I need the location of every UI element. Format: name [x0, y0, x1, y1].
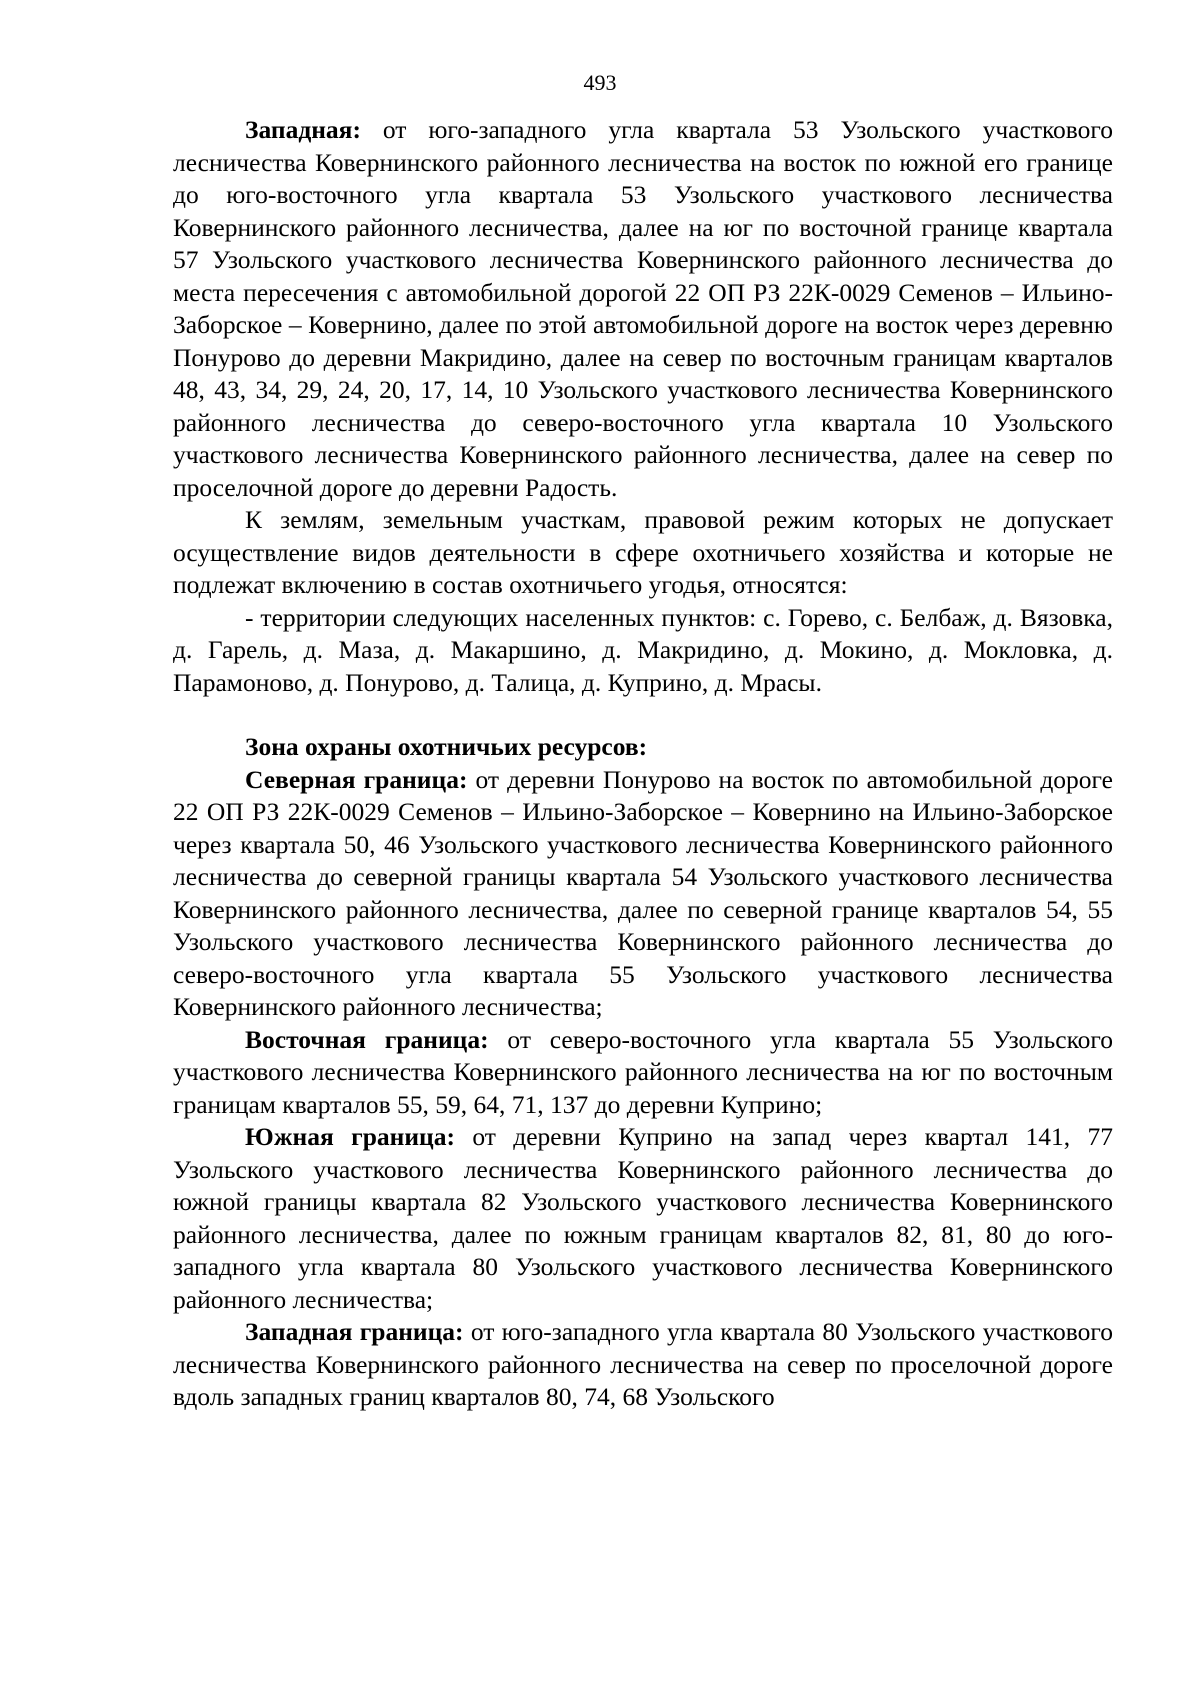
- south-boundary-text: от деревни Куприно на запад через квартал 141, 77 Узольского участкового лесничества Ковернинского районного лесничества до южной границы квартала 82 Узольского участкового лесничества Ковернинского районного лесничества, далее по южным границам кварталов 82, 81, 80 до юго-западного угла квартала 80 Узольского участкового лесничества Ковернинского районного лесничества;: [173, 1122, 1113, 1314]
- paragraph-north-boundary: [173, 764, 1113, 1024]
- north-boundary-label: Северная граница:: [245, 764, 468, 794]
- document-body: [173, 114, 1113, 1414]
- paragraph-south-boundary: [173, 1121, 1113, 1316]
- page-number: 493: [583, 70, 617, 95]
- paragraph-western-boundary: [173, 114, 1113, 504]
- north-boundary-text: от деревни Понурово на восток по автомобильной дороге 22 ОП РЗ 22К-0029 Семенов – Ильино-Заборское – Ковернино на Ильино-Заборское через квартала 50, 46 Узольского участкового лесничества Ковернинского районного лесничества до северной границы квартала 54 Узольского участкового лесничества Ковернинского районного лесничества, далее по северной границе кварталов 54, 55 Узольского участкового лесничества Ковернинского районного лесничества до северо-восточного угла квартала 55 Узольского участкового лесничества Ковернинского районного лесничества;: [173, 764, 1113, 1021]
- west-boundary-label: Западная граница:: [245, 1317, 464, 1346]
- paragraph-lands-intro: К землям, земельным участкам, правовой режим которых не допускает осуществление видов деятельности в сфере охотничьего хозяйства и которые не подлежат включению в состав охотничьего угодья, относятся:: [173, 505, 1113, 599]
- zone-heading: Зона охраны охотничьих ресурсов:: [245, 732, 648, 761]
- east-boundary-label: Восточная граница:: [245, 1024, 489, 1054]
- paragraph-west-boundary: [173, 1316, 1113, 1414]
- east-boundary-text: от северо-восточного угла квартала 55 Узольского участкового лесничества Ковернинского районного лесничества на юг по восточным границам кварталов 55, 59, 64, 71, 137 до деревни Куприно;: [173, 1024, 1113, 1119]
- south-boundary-label: Южная граница:: [245, 1122, 455, 1151]
- paragraph-territories: - территории следующих населенных пунктов: с. Горево, с. Белбаж, д. Вязовка, д. Гарель, д. Маза, д. Макаршино, д. Макридино, д. Мокино, д. Мокловка, д. Парамоново, д. Понурово, д. Талица, д. Куприно, д. Мрасы.: [173, 602, 1113, 697]
- paragraph-east-boundary: [173, 1024, 1113, 1122]
- west-boundary-text: от юго-западного угла квартала 80 Узольского участкового лесничества Ковернинского районного лесничества на север по проселочной дороге вдоль западных границ кварталов 80, 74, 68 Узольского: [173, 1317, 1113, 1411]
- western-boundary-label: Западная:: [245, 115, 361, 144]
- western-boundary-text: от юго-западного угла квартала 53 Узольского участкового лесничества Ковернинского районного лесничества на восток по южной его границе до юго-восточного угла квартала 53 Узольского участкового лесничества Ковернинского районного лесничества, далее на юг по восточной границе квартала 57 Узольского участкового лесничества Ковернинского районного лесничества до места пересечения с автомобильной дорогой 22 ОП РЗ 22К-0029 Семенов – Ильино-Заборское – Ковернино, далее по этой автомобильной дороге на восток через деревню Понурово до деревни Макридино, далее на север по восточным границам кварталов 48, 43, 34, 29, 24, 20, 17, 14, 10 Узольского участкового лесничества Ковернинского районного лесничества до северо-восточного угла квартала 10 Узольского участкового лесничества Ковернинского районного лесничества, далее на север по проселочной дороге до деревни Радость.: [173, 115, 1113, 502]
